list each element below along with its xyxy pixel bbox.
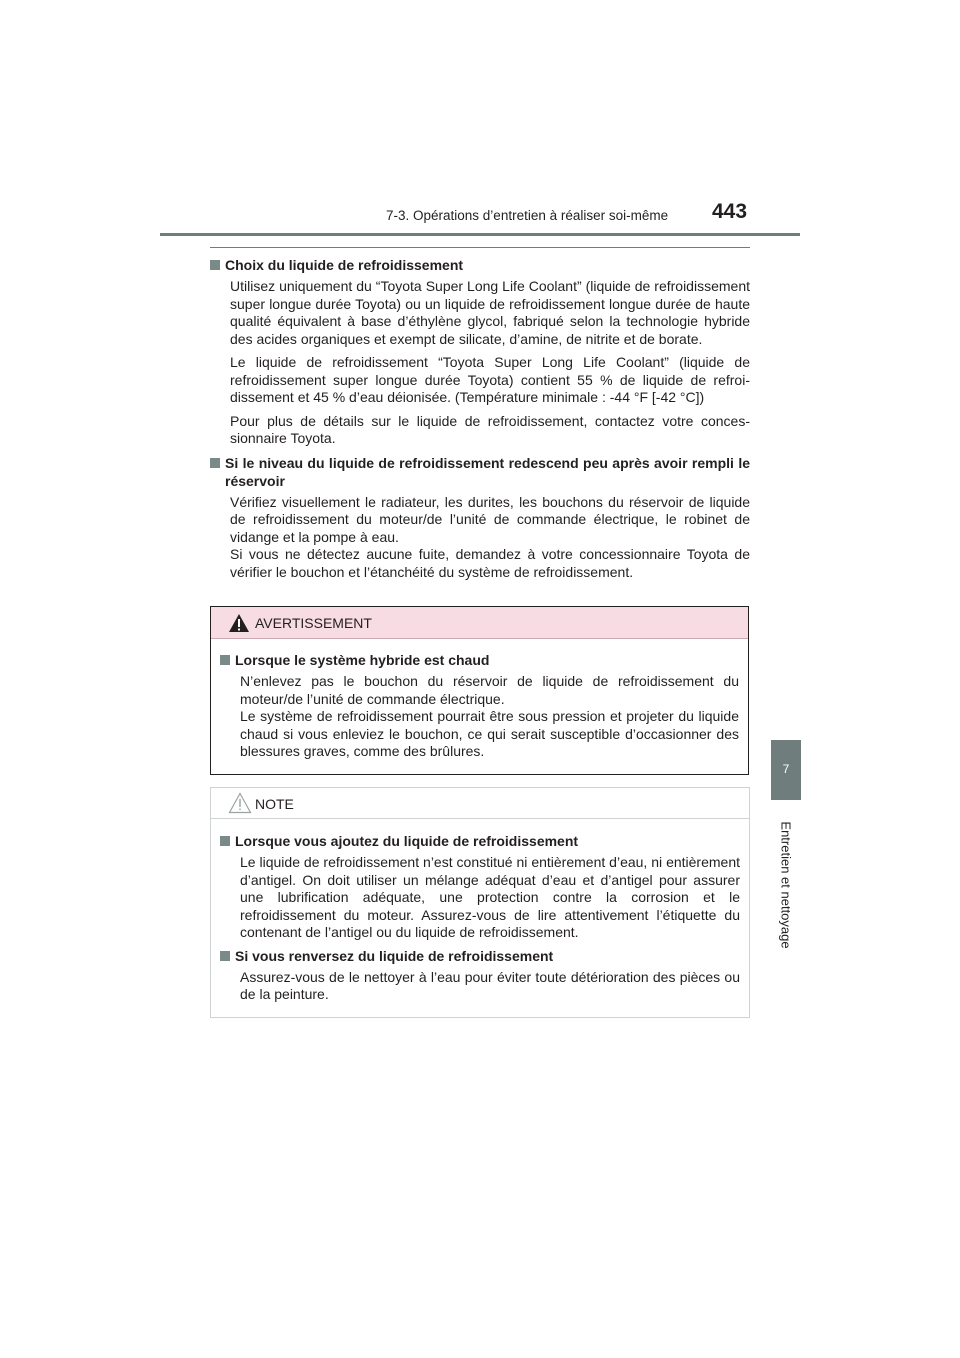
warning-triangle-icon xyxy=(228,613,250,633)
section-coolant-level-drop xyxy=(210,454,750,582)
caution-triangle-icon xyxy=(228,792,252,814)
header-section-title: 7-3. Opérations d’entretien à réaliser soi-même xyxy=(386,208,669,223)
paragraph: Vérifiez visuellement le radiateur, les durites, les bouchons du réservoir de liquide de refroidissement du moteur/de l’unité de commande électrique, le robinet de vidange et la pompe à eau. Si vous ne détectez aucune fuite, demandez à votre concessionnaire Toyota de vérifier le bouchon et l’étanchéité du système de refroidissement. xyxy=(230,493,750,580)
square-bullet-icon xyxy=(220,951,230,961)
section-title: Si vous renversez du liquide de refroidissement xyxy=(220,947,740,965)
paragraph: Utilisez uniquement du “Toyota Super Long Life Coolant” (liquide de refroidissement super longue durée Toyota) ou un liquide de refroidissement longue durée de haute qualité équivalent à base d’éthylène glycol, fabriqué selon la technologie hybride des acides organiques et exempt de silicate, d’amine, de nitrite et de borate. xyxy=(230,278,750,347)
note-body xyxy=(211,819,749,1004)
warning-box xyxy=(210,606,749,775)
section-title: Si le niveau du liquide de refroidissement redescend peu après avoir rempli le réservoir xyxy=(210,454,750,490)
page-number: 443 xyxy=(712,200,748,223)
chapter-tab-label-text: Entretien et nettoyage xyxy=(778,821,794,949)
square-bullet-icon xyxy=(220,655,230,665)
paragraph: Le liquide de refroidissement “Toyota Super Long Life Coolant” (liquide de refroidissement super longue durée Toyota) contient 55 % de liquide de refroidissement et 45 % d’eau déionisée. (Température minimale : -44 °F [-42 °C]) xyxy=(230,354,750,405)
warning-body xyxy=(211,639,748,761)
section-title: Lorsque le système hybride est chaud xyxy=(220,651,739,669)
section-title: Choix du liquide de refroidissement xyxy=(210,256,750,274)
main-content xyxy=(210,256,750,581)
paragraph: Pour plus de détails sur le liquide de refroidissement, contactez votre concessionnaire Toyota. xyxy=(230,412,750,446)
note-heading: NOTE xyxy=(255,796,294,812)
square-bullet-icon xyxy=(210,458,220,468)
chapter-tab-label xyxy=(771,800,801,970)
warning-heading: AVERTISSEMENT xyxy=(255,615,372,631)
content-top-rule xyxy=(210,247,750,248)
square-bullet-icon xyxy=(220,836,230,846)
paragraph: Le liquide de refroidissement n’est constitué ni entièrement d’eau, ni entièrement d’antigel. On doit utiliser un mélange adéquat d’eau et d’antigel pour assurer une lubrification adéquate, une protection contre la corrosion et le refroidissement du moteur. Assurez-vous de lire attentivement l’étiquette du contenant de l’antigel ou du liquide de refroidissement. xyxy=(240,854,740,940)
paragraph: Assurez-vous de le nettoyer à l’eau pour éviter toute détérioration des pièces ou de la peinture. xyxy=(240,968,740,1002)
paragraph: N’enlevez pas le bouchon du réservoir de liquide de refroidissement du moteur/de l’unité de commande électrique. Le système de refroidissement pourrait être sous pression et projeter du liquide chaud si vous enleviez le bouchon, ce qui serait susceptible d’occasionner des blessures graves, comme des brûlures. xyxy=(240,673,739,759)
warning-header xyxy=(211,607,748,639)
note-box xyxy=(210,787,750,1018)
section-coolant-choice xyxy=(210,256,750,448)
chapter-tab-number: 7 xyxy=(771,740,801,800)
header-rule xyxy=(160,233,800,236)
section-title: Lorsque vous ajoutez du liquide de refroidissement xyxy=(220,832,740,850)
note-header xyxy=(211,788,749,819)
square-bullet-icon xyxy=(210,260,220,270)
